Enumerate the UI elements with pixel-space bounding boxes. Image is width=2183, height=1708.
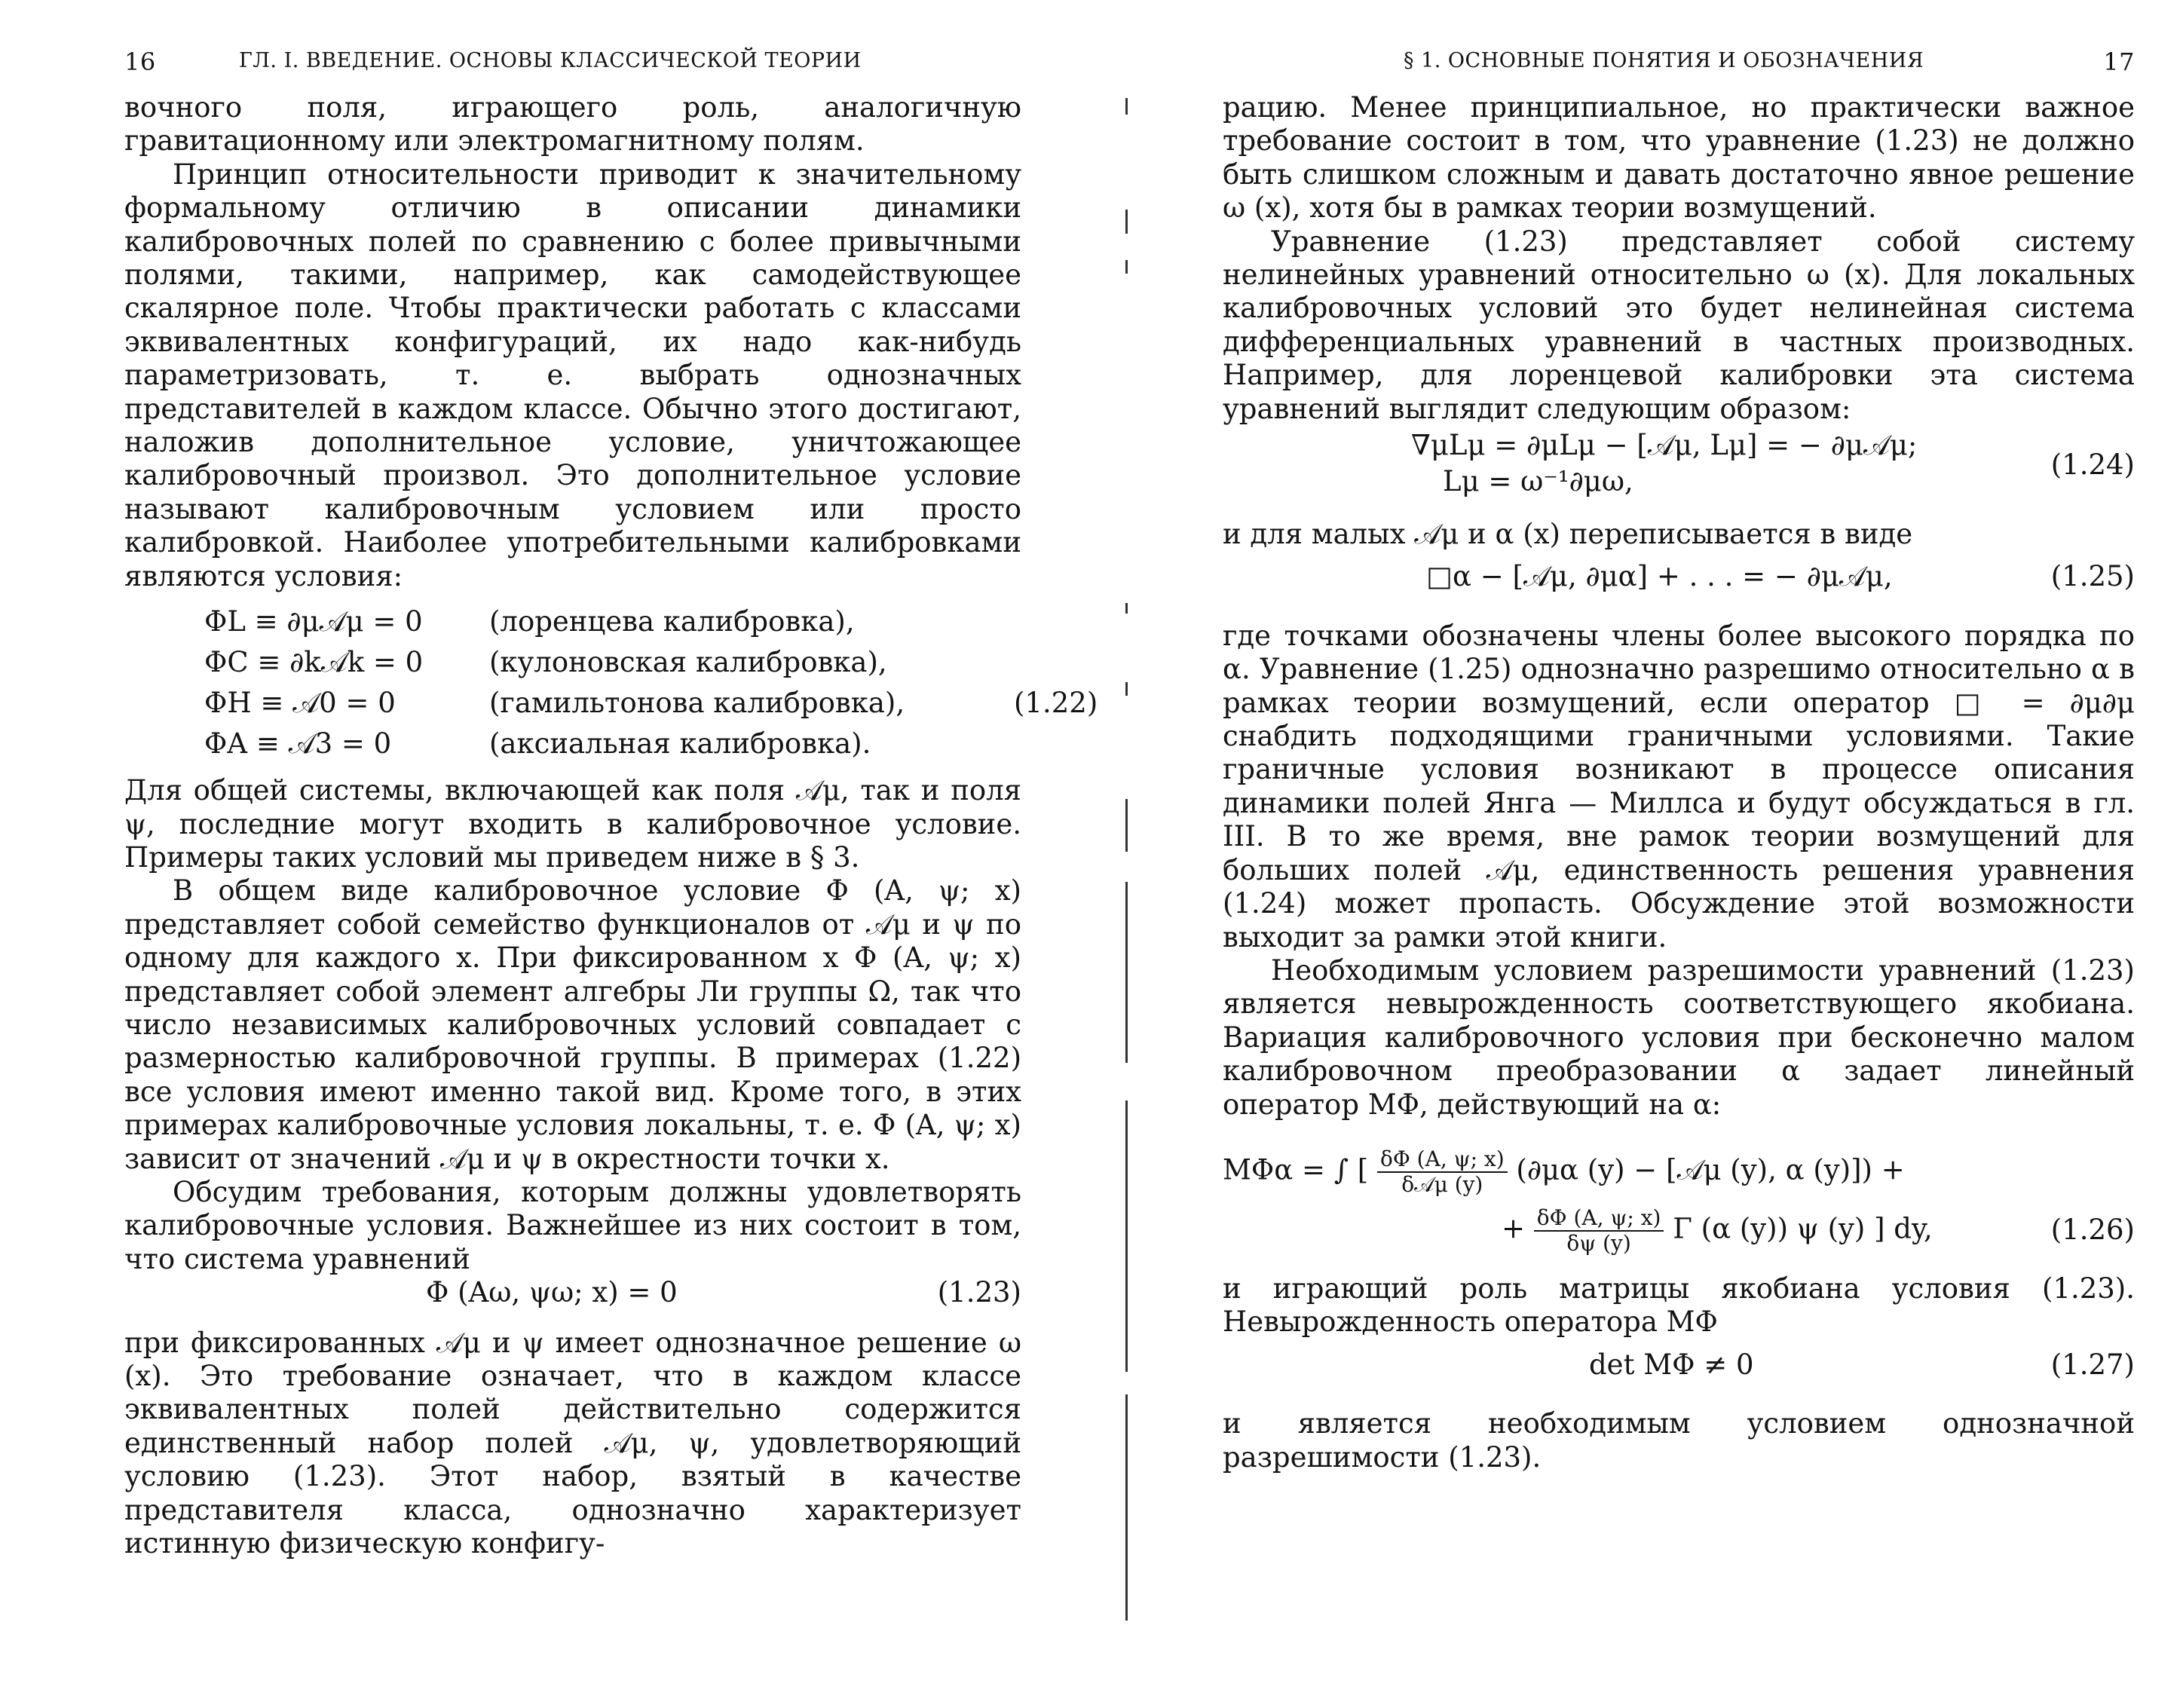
equation-1-26-plus: + [1502, 1212, 1526, 1245]
right-running-title: § 1. ОСНОВНЫЕ ПОНЯТИЯ И ОБОЗНАЧЕНИЯ [1404, 49, 1924, 72]
right-body [1223, 91, 2135, 1474]
right-page [1223, 41, 2135, 1474]
equation-number-1-23: (1.23) [937, 1276, 1021, 1309]
left-body [124, 91, 1098, 1560]
equation-number-1-22: (1.22) [1014, 687, 1098, 720]
gauge-row-axial [204, 724, 1021, 765]
right-running-head [1223, 41, 2135, 87]
equation-1-27 [1223, 1348, 2135, 1382]
right-paragraph-6: и играющий роль матрицы якобиана условия (1.23). Невырожденность оператора MΦ [1223, 1272, 2135, 1339]
equation-1-23-text: Φ (Aω, ψω; x) = 0 [426, 1276, 678, 1309]
gauge-row-lorentz [204, 602, 1021, 643]
equation-1-24-line-1: ∇μLμ = ∂μLμ − [𝒜μ, Lμ] = − ∂μ𝒜μ; [1411, 429, 1918, 462]
equation-1-26-lhs: MΦα = ∫ [ [1223, 1153, 1369, 1186]
left-paragraph-5: Обсудим требования, которым должны удовлетворять калибровочные условия. Важнейшее из них состоит в том, что система уравнений [124, 1175, 1021, 1275]
right-paragraph-2: Уравнение (1.23) представляет собой систему нелинейных уравнений относительно ω (x). Для локальных калибровочных условий это будет нелинейная система дифференциальных уравнений в частных производных. Например, для лоренцевой калибровки эта система уравнений выглядит следующим образом: [1223, 225, 2135, 425]
right-paragraph-3: и для малых 𝒜μ и α (x) переписывается в виде [1223, 518, 1913, 551]
equation-1-24-line-2: Lμ = ω⁻¹∂μω, [1443, 465, 1633, 498]
equation-number-1-25: (1.25) [2050, 560, 2135, 593]
equation-1-24 [1223, 426, 2135, 509]
right-paragraph-4: где точками обозначены члены более высокого порядка по α. Уравнение (1.25) однозначно разрешимо относительно α в рамках теории возмущений, если оператор □ = ∂μ∂μ снабдить подходящими граничными условиями. Такие граничные условия возникают в процессе описания динамики полей Янга — Миллса и будут обсуждаться в гл. III. В то же время, вне рамок теории возмущений для больших полей 𝒜μ, единственность решения уравнения (1.24) может пропасть. Обсуждение этой возможности выходит за рамки этой книги. [1223, 619, 2135, 953]
left-page-number: 16 [124, 47, 156, 76]
left-running-head [124, 41, 1021, 87]
left-paragraph-3: Для общей системы, включающей как поля 𝒜μ, так и поля ψ, последние могут входить в калибровочное условие. Примеры таких условий мы приведем ниже в § 3. [124, 774, 1021, 874]
gauge-condition: ΦC ≡ ∂k𝒜k = 0 [204, 646, 424, 679]
fraction-1-denominator: δ𝒜μ (y) [1401, 1171, 1483, 1197]
equation-number-1-26: (1.26) [2050, 1213, 2135, 1246]
left-paragraph-2: Принцип относительности приводит к значительному формальному отличию в описании динамики калибровочных полей по сравнению с более привычными полями, такими, например, как самодействующее скалярное поле. Чтобы практически работать с классами эквивалентных конфигураций, их надо как-нибудь параметризовать, т. е. выбрать однозначных представителей в каждом классе. Обычно этого достигают, наложив дополнительное условие, уничтожающее калибровочный произвол. Это дополнительное условие называют калибровочным условием или просто калибровкой. Наиболее употребительными калибровками являются условия: [124, 158, 1021, 592]
equation-1-25 [1223, 560, 2135, 593]
right-page-number: 17 [2103, 47, 2135, 76]
equation-1-26 [1223, 1122, 2135, 1256]
equation-number-1-24: (1.24) [2050, 448, 2135, 482]
equation-1-26-fraction-1 [1377, 1147, 1508, 1197]
gauge-description: (кулоновская калибровка), [489, 646, 887, 679]
gauge-condition: ΦH ≡ 𝒜0 = 0 [204, 687, 396, 720]
gauge-conditions-1-22 [204, 602, 1098, 765]
gauge-description: (аксиальная калибровка). [489, 727, 871, 761]
gauge-description: (гамильтонова калибровка), [489, 687, 905, 720]
right-paragraph-5: Необходимым условием разрешимости уравнений (1.23) является невырожденность соответствующего якобиана. Вариация калибровочного условия при бесконечно малом калибровочном преобразовании α задает линейный оператор MΦ, действующий на α: [1223, 953, 2135, 1121]
equation-1-26-part-2: Γ (α (y)) ψ (y) ] dy, [1673, 1212, 1933, 1245]
gauge-description: (лоренцева калибровка), [489, 605, 855, 638]
fraction-2-numerator: δΦ (A, ψ; x) [1534, 1206, 1664, 1232]
book-gutter [1125, 0, 1128, 1708]
equation-1-25-text: □α − [𝒜μ, ∂μα] + . . . = − ∂μ𝒜μ, [1426, 560, 1893, 593]
right-paragraph-1: рацию. Менее принципиальное, но практически важное требование состоит в том, что уравнение (1.23) не должно быть слишком сложным и давать достаточно явное решение ω (x), хотя бы в рамках теории возмущений. [1223, 91, 2135, 225]
equation-1-23 [124, 1276, 1021, 1309]
gauge-row-coulomb [204, 643, 1021, 684]
gauge-row-hamiltonian [204, 684, 1098, 724]
left-paragraph-1: вочного поля, играющего роль, аналогичную гравитационному или электромагнитному полям. [124, 91, 1021, 158]
left-paragraph-4: В общем виде калибровочное условие Φ (A, ψ; x) представляет собой семейство функционалов от 𝒜μ и ψ по одному для каждого x. При фиксированном x Φ (A, ψ; x) представляет собой элемент алгебры Ли группы Ω, так что число независимых калибровочных условий совпадает с размерностью калибровочной группы. В примерах (1.22) все условия имеют именно такой вид. Кроме того, в этих примерах калибровочные условия локальны, т. е. Φ (A, ψ; x) зависит от значений 𝒜μ и ψ в окрестности точки x. [124, 874, 1021, 1175]
fraction-1-numerator: δΦ (A, ψ; x) [1377, 1147, 1508, 1173]
gauge-condition: ΦA ≡ 𝒜3 = 0 [204, 727, 392, 761]
left-running-title: ГЛ. I. ВВЕДЕНИЕ. ОСНОВЫ КЛАССИЧЕСКОЙ ТЕОРИИ [239, 49, 862, 72]
gauge-condition: ΦL ≡ ∂μ𝒜μ = 0 [204, 605, 423, 638]
left-paragraph-6: при фиксированных 𝒜μ и ψ имеет однозначное решение ω (x). Это требование означает, что в каждом классе эквивалентных полей действительно содержится единственный набор полей 𝒜μ, ψ, удовлетворяющий условию (1.23). Этот набор, взятый в качестве представителя класса, однозначно характеризует истинную физическую конфигу- [124, 1326, 1021, 1560]
equation-1-27-text: det MΦ ≠ 0 [1589, 1348, 1754, 1381]
equation-1-26-part-1: (∂μα (y) − [𝒜μ (y), α (y)]) + [1516, 1153, 1905, 1186]
equation-number-1-27: (1.27) [2050, 1348, 2135, 1381]
left-page [124, 41, 1098, 1560]
right-paragraph-7: и является необходимым условием однозначной разрешимости (1.23). [1223, 1407, 2135, 1474]
equation-1-26-fraction-2 [1534, 1206, 1664, 1256]
fraction-2-denominator: δψ (y) [1566, 1230, 1631, 1256]
